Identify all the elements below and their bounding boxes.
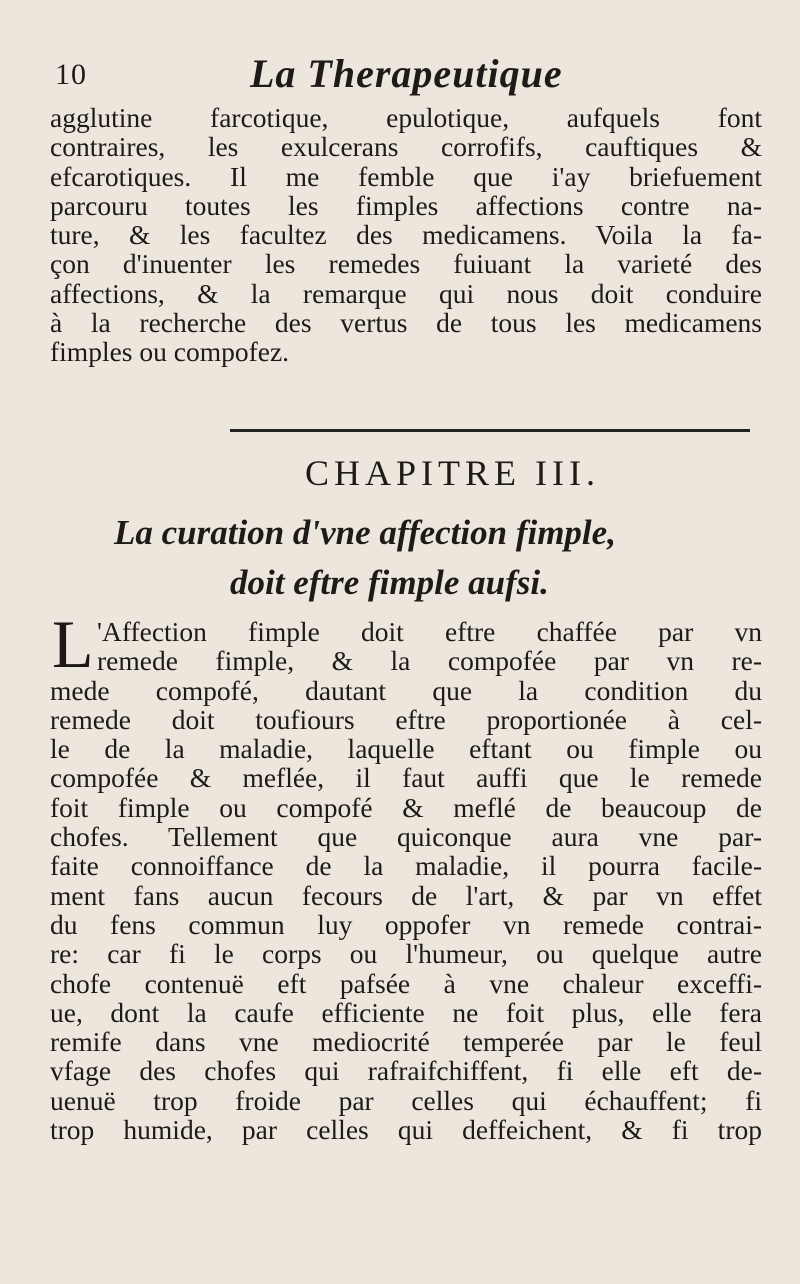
running-head <box>55 50 755 100</box>
text-line: le de la maladie, laquelle eftant ou fimple ou <box>50 733 762 765</box>
text-line: ture, & les facultez des medicamens. Voila la fa- <box>50 219 762 251</box>
text-line: re: car fi le corps ou l'humeur, ou quelque autre <box>50 938 762 970</box>
text-line: remife dans vne mediocrité temperée par le feul <box>50 1026 762 1058</box>
text-line: foit fimple ou compofé & meflé de beaucoup de <box>50 791 762 823</box>
text-line: chofes. Tellement que quiconque aura vne par- <box>50 821 762 853</box>
text-line: contraires, les exulcerans corrofifs, cauftiques & <box>50 131 762 163</box>
text-line: efcarotiques. Il me femble que i'ay briefuement <box>50 160 762 192</box>
text-line: remede fimple, & la compofée par vn re- <box>97 645 762 677</box>
section-rule <box>230 429 750 432</box>
chapter-heading: CHAPITRE III. <box>305 453 600 493</box>
text-line: du fens commun luy oppofer vn remede contrai- <box>50 908 762 940</box>
text-line: fimples ou compofez. <box>50 336 290 368</box>
body-paragraph <box>50 676 762 1145</box>
running-title: La Therapeutique <box>250 51 563 96</box>
top-paragraph <box>50 103 762 367</box>
text-line: mede compofé, dautant que la condition du <box>50 674 762 706</box>
chapter-title-line-1: La curation d'vne affection fimple, <box>114 513 616 552</box>
text-line: compofée & meflée, il faut auffi que le remede <box>50 762 762 794</box>
body-opening-lines <box>97 617 762 676</box>
text-line: trop humide, par celles qui deffeichent, & fi trop <box>50 1114 762 1146</box>
text-line: affections, & la remarque qui nous doit conduire <box>50 277 762 309</box>
text-line: çon d'inuenter les remedes fuiuant la varieté des <box>50 248 762 280</box>
text-line: remede doit toufiours eftre proportionée à cel- <box>50 703 762 735</box>
text-line: ue, dont la caufe efficiente ne foit plus, elle fera <box>50 996 762 1028</box>
text-line: uenuë trop froide par celles qui échauffent; fi <box>50 1084 762 1116</box>
text-line: 'Affection fimple doit eftre chaffée par vn <box>97 616 762 647</box>
page-number: 10 <box>55 58 87 91</box>
text-line: parcouru toutes les fimples affections contre na- <box>50 189 762 221</box>
chapter-title-line-2: doit eftre fimple aufsi. <box>230 563 549 602</box>
text-line: agglutine farcotique, epulotique, aufquels font <box>50 102 762 133</box>
text-line: ment fans aucun fecours de l'art, & par vn effet <box>50 879 762 911</box>
text-line: à la recherche des vertus de tous les medicamens <box>50 307 762 339</box>
drop-cap: L <box>52 606 94 682</box>
text-line: vfage des chofes qui rafraifchiffent, fi elle eft de- <box>50 1055 762 1087</box>
text-line: faite connoiffance de la maladie, il pourra facile- <box>50 850 762 882</box>
text-line: chofe contenuë eft pafsée à vne chaleur exceffi- <box>50 967 762 999</box>
